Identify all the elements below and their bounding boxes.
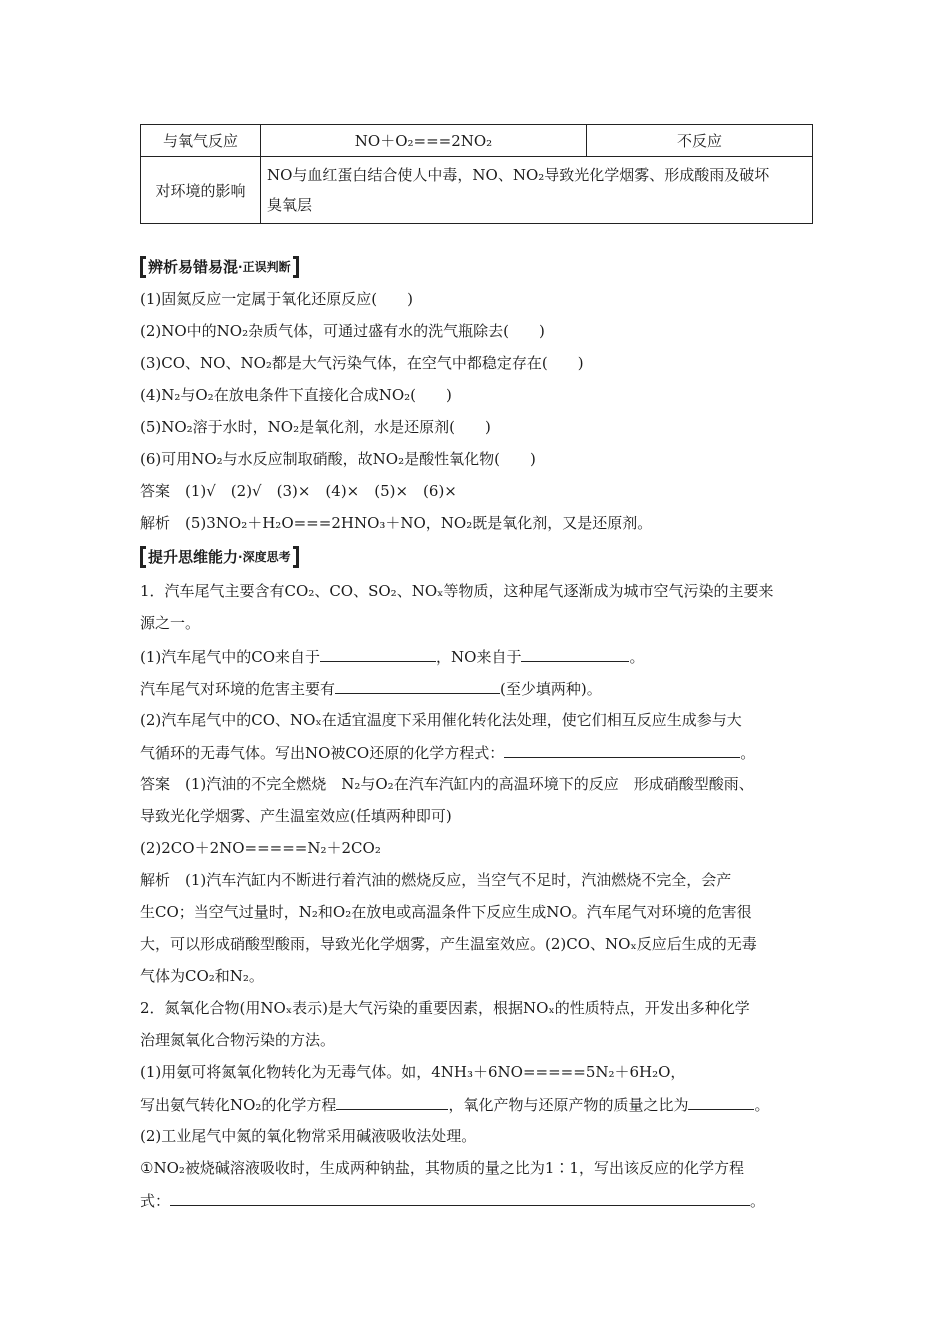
question-part: (1)用氨可将氮氧化物转化为无毒气体。如，4NH₃＋6NO=====5N₂＋6H₂O， [140,1063,686,1081]
answer-line: 答案 (1)√ (2)√ (3)× (4)× (5)× (6)× [140,482,457,500]
table-cell: NO＋O₂===2NO₂ [261,125,587,157]
answer-line: 导致光化学烟雾、产生温室效应(任填两种即可) [140,807,452,825]
bracket-left [140,546,146,568]
question-part: ①NO₂被烧碱溶液吸收时，生成两种钠盐，其物质的量之比为1∶1，写出该反应的化学方程 [140,1159,744,1177]
table-cell: 不反应 [587,125,813,157]
question-part: (2)汽车尾气中的CO、NOₓ在适宜温度下采用催化转化法处理，使它们相互反应生成参与大 [140,711,742,729]
answer-line: (2)2CO＋2NO=====N₂＋2CO₂ [140,839,381,857]
text: 式： [140,1192,171,1210]
answer-blank[interactable] [335,677,500,694]
properties-table [140,124,813,224]
section-subtitle: ·正误判断 [238,260,291,274]
judgment-item: (4)N₂与O₂在放电条件下直接化合成NO₂( ) [140,386,452,404]
text: (1)汽车尾气中的CO来自于 [140,648,321,666]
text: 。 [629,648,645,666]
section-header [140,256,299,278]
section-header [140,546,299,568]
section-title: 辨析易错易混 [148,258,239,276]
section-subtitle: ·深度思考 [238,550,291,564]
bracket-left [140,256,146,278]
answer-blank[interactable] [504,741,740,758]
text: (至少填两种)。 [500,680,602,698]
question-part [140,677,602,700]
judgment-item: (6)可用NO₂与水反应制取硝酸，故NO₂是酸性氧化物( ) [140,450,536,468]
cell-line: 臭氧层 [267,196,313,214]
text: 汽车尾气对环境的危害主要有 [140,680,336,698]
question-text: 2．氮氧化合物(用NOₓ表示)是大气污染的重要因素，根据NOₓ的性质特点，开发出多种化学 [140,999,750,1017]
answer-blank[interactable] [688,1093,754,1110]
cell-line: NO与血红蛋白结合使人中毒，NO、NO₂导致光化学烟雾、形成酸雨及破坏 [267,166,770,184]
answer-blank[interactable] [521,645,629,662]
text: ，NO来自于 [436,648,522,666]
question-text: 1．汽车尾气主要含有CO₂、CO、SO₂、NOₓ等物质，这种尾气逐渐成为城市空气污染的主要来 [140,582,774,600]
question-part [140,741,755,764]
text: ，氧化产物与还原产物的质量之比为 [448,1096,689,1114]
judgment-item: (3)CO、NO、NO₂都是大气污染气体，在空气中都稳定存在( ) [140,354,584,372]
analysis-line: 气体为CO₂和N₂。 [140,967,264,985]
question-text: 治理氮氧化合物污染的方法。 [140,1031,336,1049]
judgment-item: (5)NO₂溶于水时，NO₂是氧化剂，水是还原剂( ) [140,418,491,436]
question-part: (2)工业尾气中氮的氧化物常采用碱液吸收法处理。 [140,1127,477,1145]
section-title: 提升思维能力 [148,548,239,566]
bracket-right [293,546,299,568]
text: 气循环的无毒气体。写出NO被CO还原的化学方程式： [140,744,505,762]
text: 。 [754,1096,770,1114]
text: 写出氨气转化NO₂的化学方程 [140,1096,337,1114]
text: 。 [740,744,756,762]
question-part [140,1093,769,1116]
analysis-line: 生CO；当空气过量时，N₂和O₂在放电或高温条件下反应生成NO。汽车尾气对环境的危害很 [140,903,752,921]
question-text: 源之一。 [140,614,201,632]
analysis-line: 解析 (1)汽车汽缸内不断进行着汽油的燃烧反应，当空气不足时，汽油燃烧不完全，会产 [140,871,732,889]
question-part [140,645,644,668]
table-row [141,157,813,224]
text: 。 [750,1192,766,1210]
table-cell [261,157,813,224]
judgment-item: (1)固氮反应一定属于氧化还原反应( ) [140,290,413,308]
answer-blank[interactable] [320,645,436,662]
row-header: 与氧气反应 [141,125,261,157]
answer-blank[interactable] [170,1189,750,1206]
analysis-line: 大，可以形成硝酸型酸雨，导致光化学烟雾，产生温室效应。(2)CO、NOₓ反应后生成的无毒 [140,935,757,953]
bracket-right [293,256,299,278]
answer-line: 答案 (1)汽油的不完全燃烧 N₂与O₂在汽车汽缸内的高温环境下的反应 形成硝酸型酸雨、 [140,775,754,793]
row-header: 对环境的影响 [141,157,261,224]
analysis-line: 解析 (5)3NO₂＋H₂O===2HNO₃＋NO，NO₂既是氧化剂，又是还原剂。 [140,514,653,532]
answer-blank[interactable] [336,1093,448,1110]
judgment-item: (2)NO中的NO₂杂质气体，可通过盛有水的洗气瓶除去( ) [140,322,545,340]
question-part [140,1189,765,1212]
table-row [141,125,813,157]
